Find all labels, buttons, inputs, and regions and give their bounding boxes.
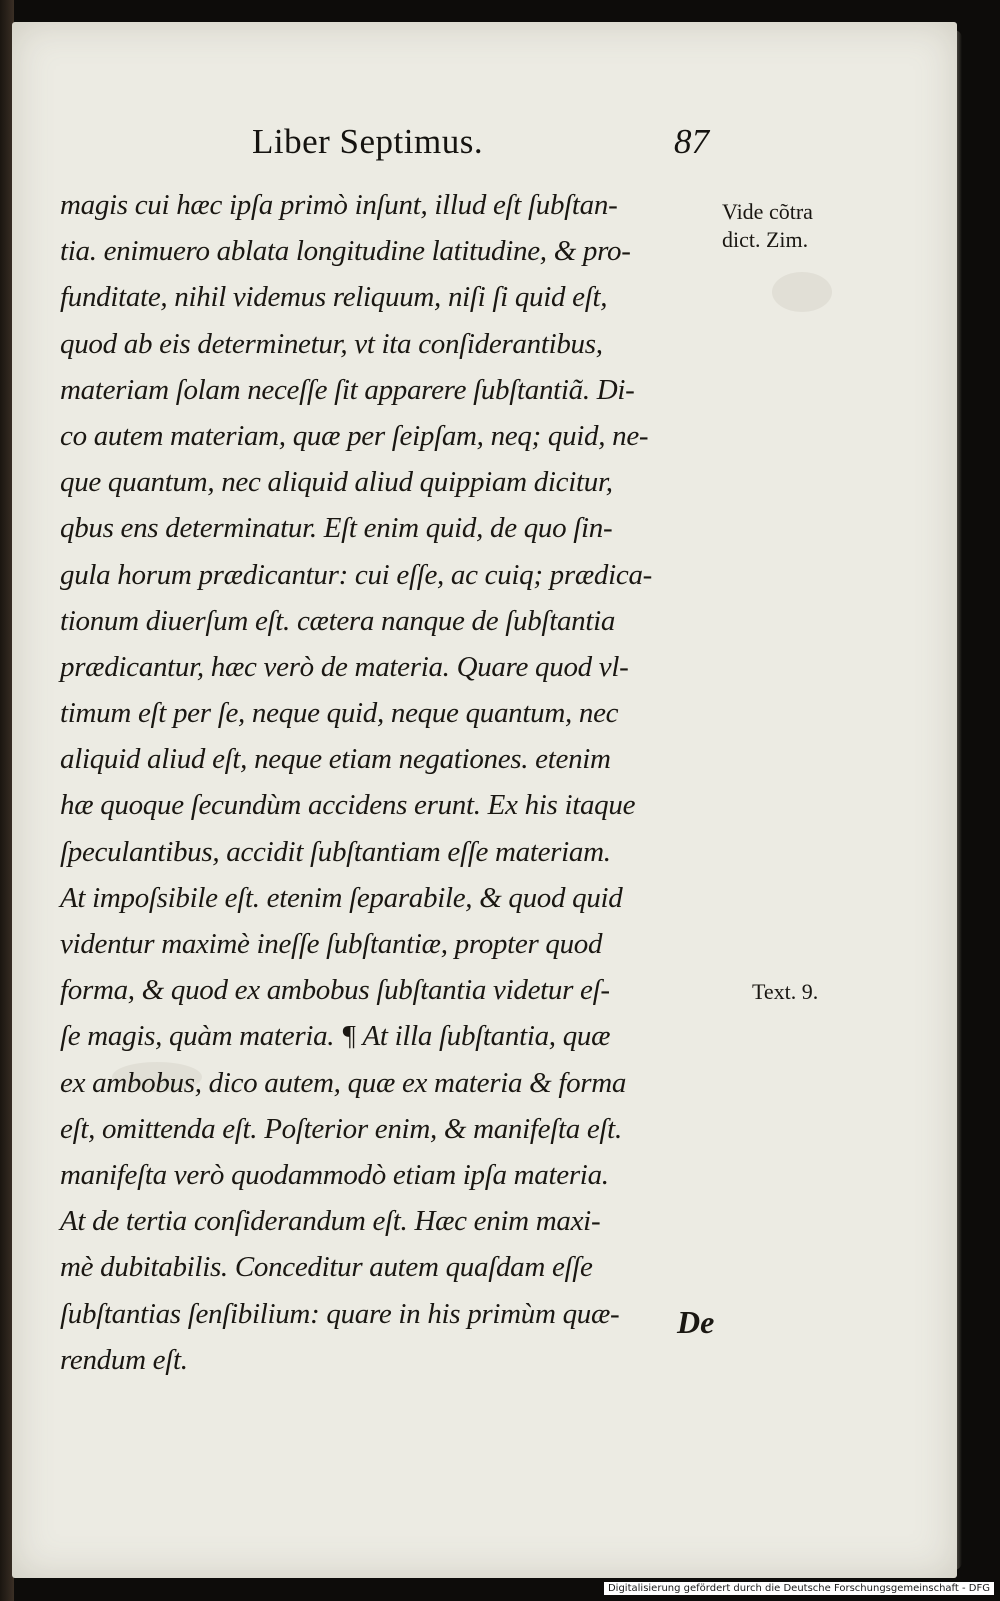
text-line: eſt, omittenda eſt. Poſterior enim, & manifeſta eſt. [60,1112,622,1145]
marginal-note-line: Text. 9. [752,979,819,1004]
marginal-note-line: dict. Zim. [722,227,809,252]
text-line: ſubſtantias ſenſibilium: quare in his primùm quæ- [60,1297,620,1330]
text-line: ex ambobus, dico autem, quæ ex materia & forma [60,1066,627,1099]
text-line: tionum diuerſum eſt. cætera nanque de ſubſtantia [60,604,616,637]
digitization-credit: Digitalisierung gefördert durch die Deutsche Forschungsgemeinschaft - DFG [604,1582,994,1595]
marginal-note-line: Vide cõtra [722,199,813,224]
text-line: forma, & quod ex ambobus ſubſtantia videtur eſ- [60,974,610,1007]
text-line: gula horum prædicantur: cui eſſe, ac cuiq; prædica- [60,558,653,591]
text-line: mè dubitabilis. Conceditur autem quaſdam eſſe [60,1251,593,1284]
text-line: hæ quoque ſecundùm accidens erunt. Ex his itaque [60,789,636,822]
text-line: timum eſt per ſe, neque quid, neque quantum, nec [60,697,619,730]
running-head: Liber Septimus. [252,122,484,161]
text-line: rendum eſt. [60,1343,188,1376]
text-line: aliquid aliud eſt, neque etiam negationes. etenim [60,743,611,776]
text-line: At de tertia conſiderandum eſt. Hæc enim maxi- [60,1205,601,1238]
page-header [12,122,957,172]
text-line: At impoſsibile eſt. etenim ſeparabile, & quod quid [60,881,623,914]
paper-stain [772,272,832,312]
text-line: videntur maximè ineſſe ſubſtantiæ, propter quod [60,928,603,960]
text-line: manifeſta verò quodammodò etiam ipſa materia. [60,1158,609,1191]
book-page [12,22,957,1578]
text-line: tia. enimuero ablata longitudine latitudine, & pro- [60,235,631,268]
text-line: ſe magis, quàm materia. ¶ At illa ſubſtantia, quæ [60,1020,611,1053]
marginal-note [752,978,818,1006]
text-line: materiam ſolam neceſſe ſit apparere ſubſtantiã. Di- [60,373,635,406]
text-line: qbus ens determinatur. Eſt enim quid, de quo ſin- [60,512,613,545]
text-line: quod ab eis determinetur, vt ita conſiderantibus, [60,327,603,360]
text-line: que quantum, nec aliquid aliud quippiam dicitur, [60,466,613,499]
main-text-block [60,182,730,1383]
text-line: ſpeculantibus, accidit ſubſtantiam eſſe materiam. [60,835,611,868]
text-line: prædicantur, hæc verò de materia. Quare quod vl- [60,650,629,683]
page-number: 87 [674,122,709,161]
catchword: De [677,1304,715,1340]
text-line: magis cui hæc ipſa primò inſunt, illud eſt ſubſtan- [60,189,618,221]
marginal-note [722,198,813,254]
text-line: co autem materiam, quæ per ſeipſam, neq; quid, ne- [60,419,649,452]
text-line: funditate, nihil videmus reliquum, niſi ſi quid eſt, [60,281,608,314]
